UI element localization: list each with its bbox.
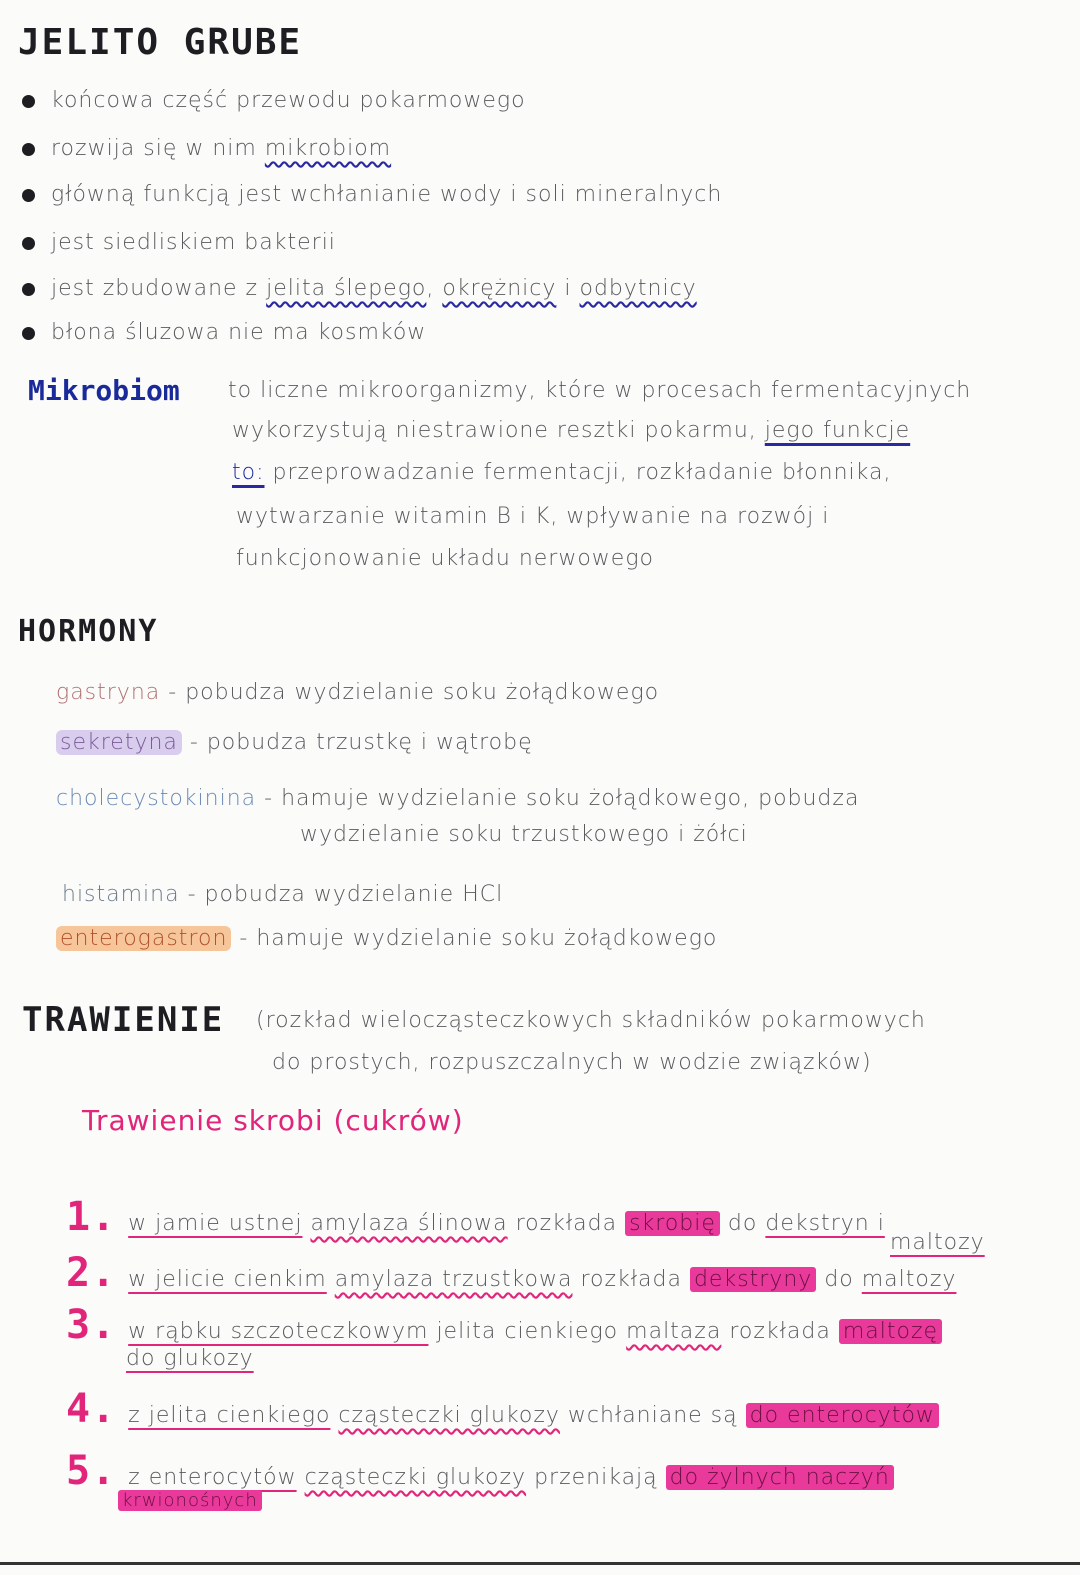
step-text: w jamie ustnej xyxy=(128,1211,303,1236)
step-text: rozkłada xyxy=(580,1267,682,1292)
step-text: rozkłada xyxy=(515,1211,618,1236)
section-title-jelito: JELITO GRUBE xyxy=(18,22,303,63)
hormone-desc: - pobudza wydzielanie soku żołądkowego xyxy=(168,680,660,705)
section-title-hormony: HORMONY xyxy=(18,614,159,649)
bullet-text: końcowa część przewodu pokarmowego xyxy=(51,88,526,113)
highlight: krwionośnych xyxy=(118,1490,262,1511)
hormone-item xyxy=(56,680,659,705)
step-item-cont xyxy=(118,1490,262,1511)
mikrobiom-line xyxy=(232,418,910,443)
bullet-text: główną funkcją jest wchłanianie wody i soli mineralnych xyxy=(51,182,723,207)
mikrobiom-text: wykorzystują niestrawione resztki pokarmu, xyxy=(232,418,757,443)
hormone-name: enterogastron xyxy=(56,926,231,951)
hormone-desc-cont: wydzielanie soku trzustkowego i żółci xyxy=(300,822,748,847)
hormone-name: gastryna xyxy=(56,680,161,705)
mikrobiom-line: to liczne mikroorganizmy, które w procesach fermentacyjnych xyxy=(228,378,972,403)
page-edge-divider xyxy=(0,1562,1080,1565)
mikrobiom-line: wytwarzanie witamin B i K, wpływanie na rozwój i xyxy=(236,504,830,529)
underlined-term: jelita ślepego xyxy=(266,276,427,301)
bullet-dot xyxy=(22,327,35,340)
step-text: w jelicie cienkim xyxy=(128,1267,327,1292)
bullet-item xyxy=(22,276,697,301)
step-text: przenikają xyxy=(534,1465,658,1490)
product: maltozy xyxy=(861,1267,957,1292)
hormone-item xyxy=(56,926,717,951)
step-text: jelita cienkiego xyxy=(436,1319,619,1344)
bullet-dot xyxy=(22,95,35,108)
hormone-name: sekretyna xyxy=(56,730,182,755)
bullet-text: jest siedliskiem bakterii xyxy=(51,230,336,255)
step-text: w rąbku szczoteczkowym xyxy=(128,1319,429,1344)
hormone-desc: - pobudza trzustkę i wątrobę xyxy=(189,730,533,755)
step-item xyxy=(66,1386,939,1432)
step-text: wchłaniane są xyxy=(567,1403,738,1428)
bullet-text: błona śluzowa nie ma kosmków xyxy=(51,320,427,345)
mikrobiom-line xyxy=(232,460,891,485)
hormone-name: cholecystokinina xyxy=(56,786,257,811)
trawienie-note: (rozkład wielocząsteczkowych składników pokarmowych xyxy=(256,1008,926,1033)
hormone-name: histamina xyxy=(62,882,180,907)
product: maltozy xyxy=(890,1230,985,1255)
step-text: do xyxy=(727,1211,758,1236)
highlight: do żylnych naczyń xyxy=(666,1465,894,1490)
hormone-desc: - pobudza wydzielanie HCl xyxy=(187,882,504,907)
bullet-text: jest zbudowane z xyxy=(51,276,259,301)
subsection-title: Trawienie skrobi (cukrów) xyxy=(82,1104,464,1137)
step-text: do xyxy=(824,1267,854,1292)
underlined-term: okrężnicy xyxy=(442,276,557,301)
underlined-term: odbytnicy xyxy=(579,276,697,301)
separator: i xyxy=(564,276,572,301)
mikrobiom-line: funkcjonowanie układu nerwowego xyxy=(236,546,654,571)
bullet-dot xyxy=(22,237,35,250)
step-number: 1. xyxy=(66,1194,117,1240)
section-title-trawienie: TRAWIENIE xyxy=(22,1000,225,1040)
enzyme: amylaza ślinowa xyxy=(310,1211,508,1236)
step-number: 2. xyxy=(66,1250,117,1296)
mikrobiom-text: przeprowadzanie fermentacji, rozkładanie błonnika, xyxy=(272,460,892,485)
highlight: maltozę xyxy=(839,1319,942,1344)
bullet-dot xyxy=(22,189,35,202)
bullet-item xyxy=(22,320,426,345)
hormone-desc: - hamuje wydzielanie soku żołądkowego, pobudza xyxy=(264,786,860,811)
product: dekstryn i xyxy=(765,1211,885,1236)
hormone-item xyxy=(62,882,503,907)
mikrobiom-term: Mikrobiom xyxy=(28,374,180,407)
step-item xyxy=(66,1302,942,1348)
highlight: skrobię xyxy=(625,1211,720,1236)
hormone-desc: - hamuje wydzielanie soku żołądkowego xyxy=(239,926,718,951)
bullet-text: rozwija się w nim xyxy=(51,136,257,161)
underlined-term: jego funkcje xyxy=(764,418,911,443)
step-text: cząsteczki glukozy xyxy=(338,1403,560,1428)
step-text: cząsteczki glukozy xyxy=(304,1465,527,1490)
product: do glukozy xyxy=(126,1346,254,1371)
bullet-item xyxy=(22,230,336,255)
hormone-item xyxy=(56,786,859,811)
step-item xyxy=(66,1250,956,1296)
bullet-item xyxy=(22,88,526,113)
step-item xyxy=(66,1448,894,1494)
hormone-item xyxy=(56,730,533,755)
step-number: 4. xyxy=(66,1386,117,1432)
step-number: 5. xyxy=(66,1448,117,1494)
step-item xyxy=(66,1194,885,1240)
underlined-term: mikrobiom xyxy=(264,136,392,161)
bullet-dot xyxy=(22,283,35,296)
enzyme: maltaza xyxy=(626,1319,722,1344)
step-text: z jelita cienkiego xyxy=(128,1403,331,1428)
bullet-item xyxy=(22,136,391,161)
underlined-term: to: xyxy=(232,460,265,485)
step-text: z enterocytów xyxy=(128,1465,297,1490)
step-text: rozkłada xyxy=(729,1319,831,1344)
bullet-item xyxy=(22,182,722,207)
highlight: do enterocytów xyxy=(746,1403,939,1428)
highlight: dekstryny xyxy=(690,1267,816,1292)
bullet-dot xyxy=(22,143,35,156)
trawienie-note: do prostych, rozpuszczalnych w wodzie związków) xyxy=(272,1050,872,1075)
step-number: 3. xyxy=(66,1302,117,1348)
separator: , xyxy=(426,276,435,301)
enzyme: amylaza trzustkowa xyxy=(334,1267,573,1292)
